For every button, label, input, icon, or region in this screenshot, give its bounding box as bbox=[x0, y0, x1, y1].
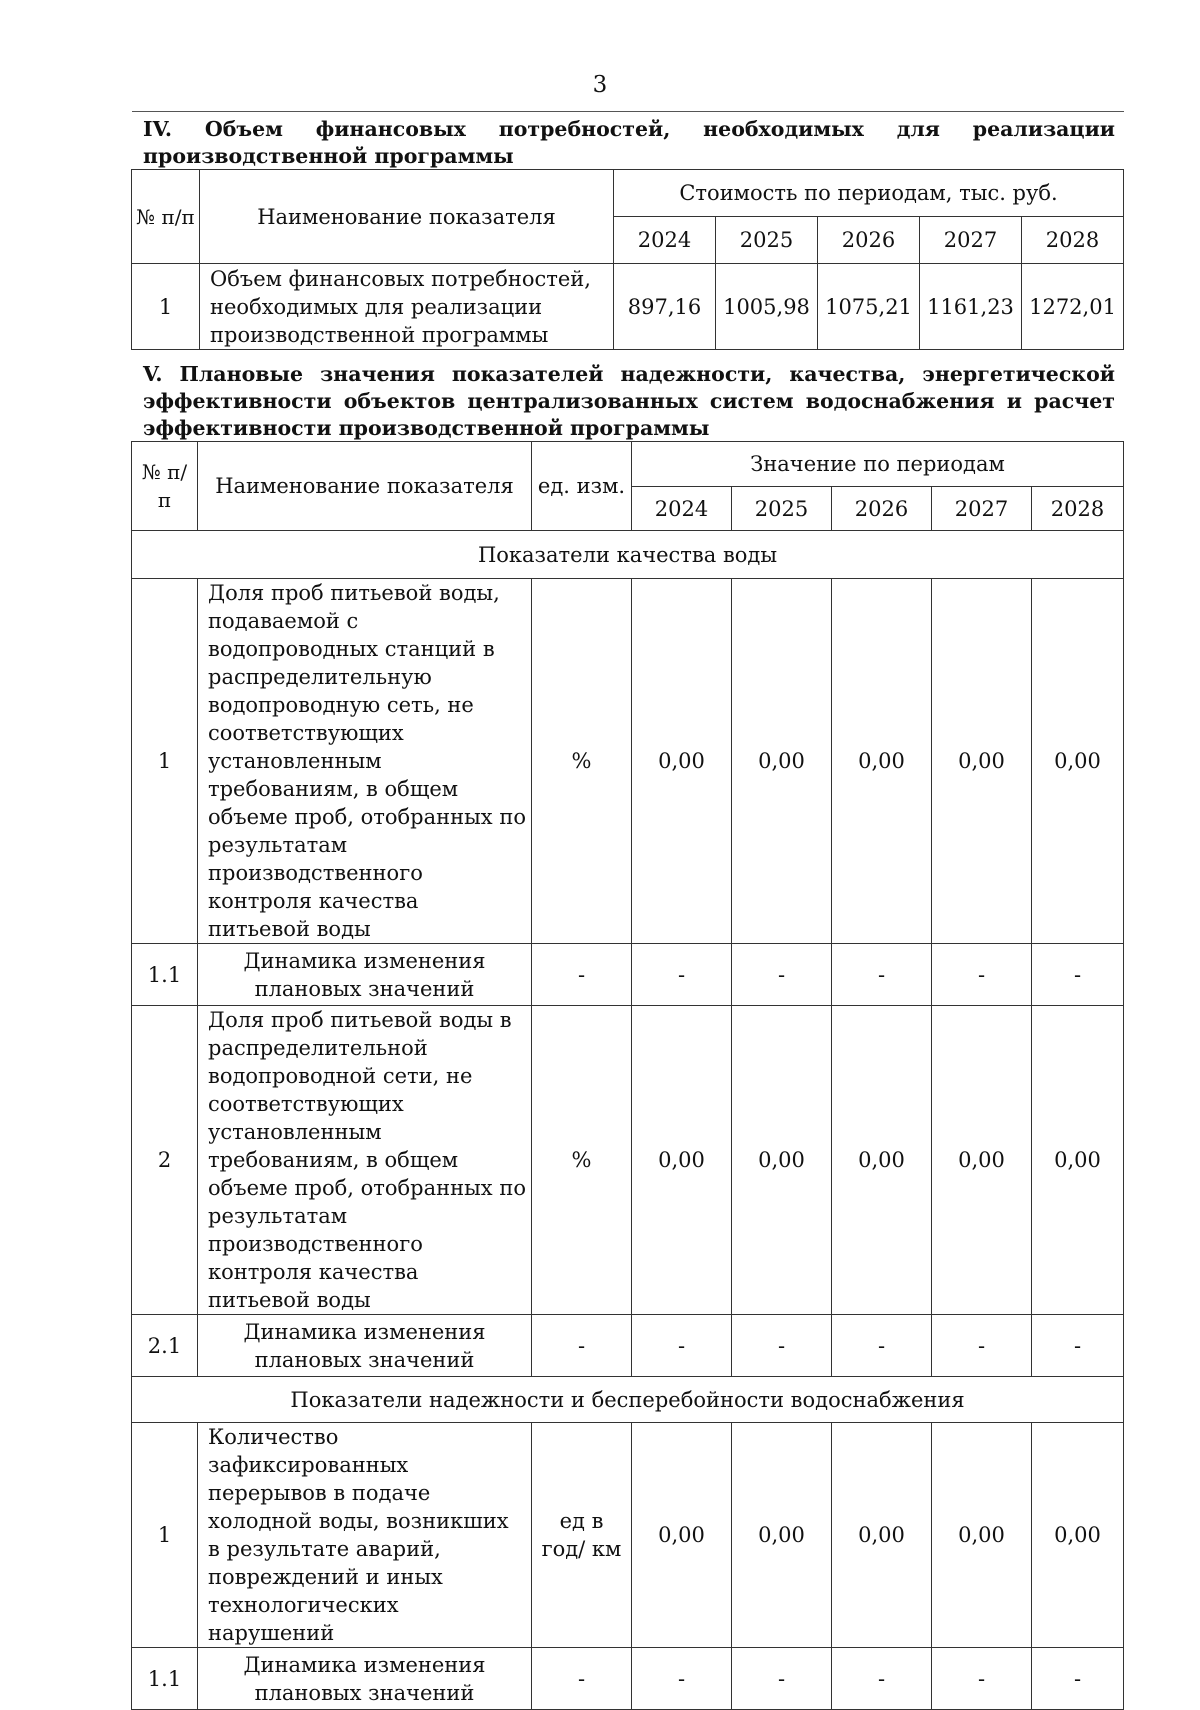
indicators-table bbox=[131, 441, 1124, 1710]
value-cell: 0,00 bbox=[932, 1423, 1032, 1648]
year-header: 2028 bbox=[1022, 217, 1124, 264]
value-cell: 1161,23 bbox=[920, 264, 1022, 350]
row-number: 1 bbox=[132, 264, 200, 350]
value-cell: - bbox=[732, 1315, 832, 1377]
col-header-name: Наименование показателя bbox=[198, 442, 532, 531]
page-number: 3 bbox=[592, 72, 608, 98]
value-cell: - bbox=[832, 944, 932, 1006]
year-header: 2027 bbox=[920, 217, 1022, 264]
group-title-water-quality: Показатели качества воды bbox=[132, 531, 1124, 579]
value-cell: - bbox=[632, 944, 732, 1006]
table-row bbox=[132, 579, 1124, 944]
unit-cell: % bbox=[532, 1006, 632, 1315]
unit-cell: - bbox=[532, 944, 632, 1006]
value-cell: - bbox=[1032, 1315, 1124, 1377]
table-row bbox=[132, 1006, 1124, 1315]
value-cell: - bbox=[732, 1648, 832, 1710]
row-number: 1 bbox=[132, 1423, 198, 1648]
financial-needs-table bbox=[131, 169, 1124, 350]
value-cell: 0,00 bbox=[632, 579, 732, 944]
unit-cell: % bbox=[532, 579, 632, 944]
row-number: 1.1 bbox=[132, 944, 198, 1006]
year-header: 2026 bbox=[832, 487, 932, 531]
value-cell: - bbox=[1032, 1648, 1124, 1710]
indicator-name: Динамика изменения плановых значений bbox=[198, 944, 532, 1006]
unit-cell: - bbox=[532, 1648, 632, 1710]
col-header-no: № п/п bbox=[132, 170, 200, 264]
value-cell: 0,00 bbox=[732, 1006, 832, 1315]
col-header-values: Значение по периодам bbox=[632, 442, 1124, 487]
value-cell: - bbox=[732, 944, 832, 1006]
year-header: 2025 bbox=[716, 217, 818, 264]
table-row bbox=[132, 1648, 1124, 1710]
indicator-name: Динамика изменения плановых значений bbox=[198, 1648, 532, 1710]
year-header: 2025 bbox=[732, 487, 832, 531]
value-cell: 0,00 bbox=[932, 579, 1032, 944]
value-cell: 0,00 bbox=[732, 579, 832, 944]
value-cell: - bbox=[832, 1315, 932, 1377]
value-cell: 0,00 bbox=[832, 1423, 932, 1648]
indicator-name: Динамика изменения плановых значений bbox=[198, 1315, 532, 1377]
value-cell: - bbox=[632, 1648, 732, 1710]
indicator-name: Доля проб питьевой воды, подаваемой с водопроводных станций в распределительную водопроводную сеть, не соответствующих установленным требованиям, в общем объеме проб, отобранных по результатам производственного контроля качества питьевой воды bbox=[198, 579, 532, 944]
col-header-unit: ед. изм. bbox=[532, 442, 632, 531]
indicator-name: Количество зафиксированных перерывов в подаче холодной воды, возникших в результате аварий, повреждений и иных технологических нарушений bbox=[198, 1423, 532, 1648]
col-header-cost: Стоимость по периодам, тыс. руб. bbox=[614, 170, 1124, 217]
value-cell: 0,00 bbox=[832, 579, 932, 944]
value-cell: 0,00 bbox=[932, 1006, 1032, 1315]
value-cell: 0,00 bbox=[832, 1006, 932, 1315]
value-cell: - bbox=[832, 1648, 932, 1710]
section-4-heading: IV. Объем финансовых потребностей, необходимых для реализации производственной программы bbox=[143, 117, 1115, 168]
header-rule bbox=[132, 111, 1124, 112]
year-header: 2027 bbox=[932, 487, 1032, 531]
value-cell: - bbox=[632, 1315, 732, 1377]
value-cell: 0,00 bbox=[732, 1423, 832, 1648]
value-cell: 0,00 bbox=[1032, 1423, 1124, 1648]
indicator-name: Доля проб питьевой воды в распределительной водопроводной сети, не соответствующих установленным требованиям, в общем объеме проб, отобранных по результатам производственного контроля качества питьевой воды bbox=[198, 1006, 532, 1315]
table-row bbox=[132, 944, 1124, 1006]
value-cell: - bbox=[932, 944, 1032, 1006]
value-cell: 1075,21 bbox=[818, 264, 920, 350]
row-number: 1 bbox=[132, 579, 198, 944]
year-header: 2024 bbox=[614, 217, 716, 264]
value-cell: - bbox=[932, 1648, 1032, 1710]
value-cell: 0,00 bbox=[632, 1006, 732, 1315]
indicator-name: Объем финансовых потребностей, необходимых для реализации производственной программы bbox=[200, 264, 614, 350]
row-number: 1.1 bbox=[132, 1648, 198, 1710]
section-5-heading: V. Плановые значения показателей надежности, качества, энергетической эффективности объектов централизованных систем водоснабжения и расчет эффективности производственной программы bbox=[143, 362, 1115, 440]
table-row bbox=[132, 1315, 1124, 1377]
year-header: 2024 bbox=[632, 487, 732, 531]
value-cell: 0,00 bbox=[632, 1423, 732, 1648]
group-title-reliability: Показатели надежности и бесперебойности водоснабжения bbox=[132, 1377, 1124, 1423]
value-cell: 897,16 bbox=[614, 264, 716, 350]
value-cell: 0,00 bbox=[1032, 579, 1124, 944]
table-row bbox=[132, 1423, 1124, 1648]
value-cell: 1272,01 bbox=[1022, 264, 1124, 350]
year-header: 2028 bbox=[1032, 487, 1124, 531]
year-header: 2026 bbox=[818, 217, 920, 264]
value-cell: 1005,98 bbox=[716, 264, 818, 350]
value-cell: 0,00 bbox=[1032, 1006, 1124, 1315]
value-cell: - bbox=[1032, 944, 1124, 1006]
col-header-no: № п/п bbox=[132, 442, 198, 531]
unit-cell: ед в год/ км bbox=[532, 1423, 632, 1648]
row-number: 2 bbox=[132, 1006, 198, 1315]
value-cell: - bbox=[932, 1315, 1032, 1377]
table-row bbox=[132, 264, 1124, 350]
row-number: 2.1 bbox=[132, 1315, 198, 1377]
col-header-name: Наименование показателя bbox=[200, 170, 614, 264]
unit-cell: - bbox=[532, 1315, 632, 1377]
